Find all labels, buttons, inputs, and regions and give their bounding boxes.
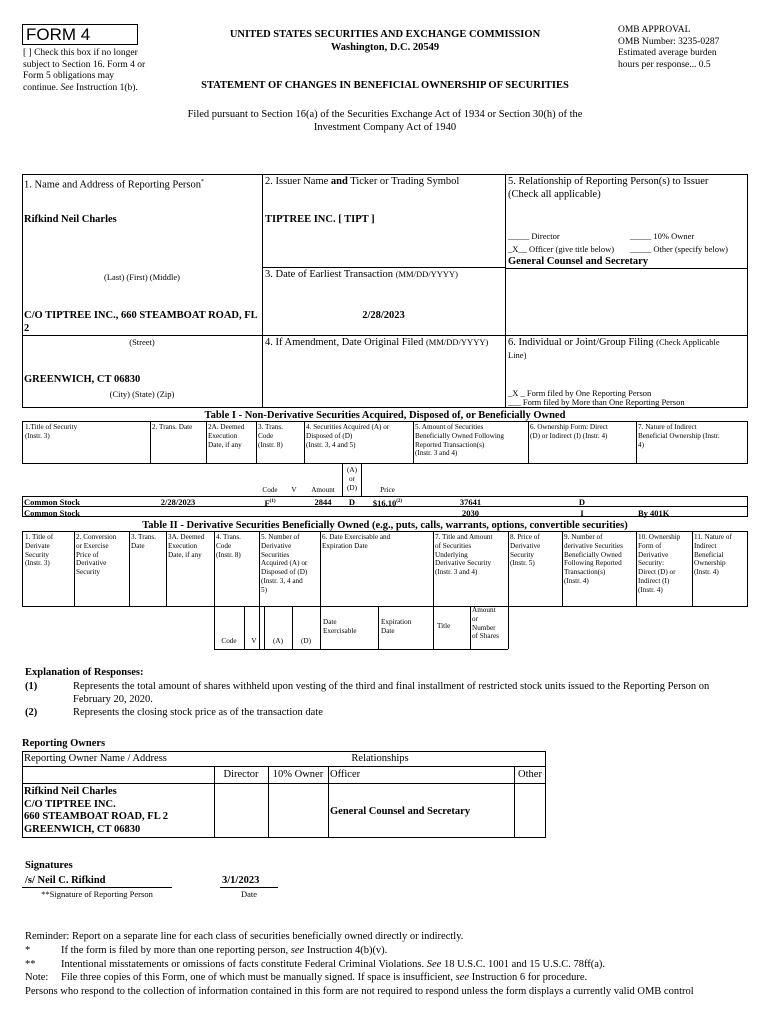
reporting-person-city: GREENWICH, CT 06830	[24, 374, 141, 385]
filing-multiple-persons: ___ Form filed by More than One Reporting Person	[508, 397, 685, 407]
t2-sub-code: Code	[221, 637, 237, 645]
signer-caption: **Signature of Reporting Person	[41, 889, 153, 899]
signatures-title: Signatures	[25, 860, 73, 871]
t2-h10: 10. Ownership Form of Derivative Security: Direct (D) or Indirect (I) (Instr. 4)	[638, 533, 681, 594]
t2-h8: 8. Price of Derivative Security (Instr. 5)	[510, 533, 541, 568]
box6-label: 6. Individual or Joint/Group Filing (Check Applicable Line)	[508, 337, 720, 360]
t1-h5: 5. Amount of Securities Beneficially Owned Following Reported Transaction(s) (Instr. 3 and 4)	[415, 423, 505, 458]
owners-title: Reporting Owners	[22, 738, 106, 749]
t1-row-security: Common Stock	[24, 508, 80, 518]
signature-date: 3/1/2023	[222, 875, 260, 886]
t2-h2: 2. Conversion or Exercise Price of Derivative Security	[76, 533, 117, 577]
t2-h7: 7. Title and Amount of Securities Underlying Derivative Security (Instr. 3 and 4)	[435, 533, 493, 577]
t1-row-price-note: (2)	[396, 499, 403, 504]
footnote-note: Note: File three copies of this Form, one of which must be manually signed. If space is insufficient, see Instruction 6 for procedure.	[25, 972, 588, 983]
explanation-title: Explanation of Responses:	[25, 667, 144, 678]
t2-sub-exp: Expiration Date	[381, 618, 412, 635]
t2-sub-a: (A)	[273, 637, 283, 645]
t1-sub-code: Code	[262, 486, 278, 494]
t1-h7: 7. Nature of Indirect Beneficial Ownership (Instr. 4)	[638, 423, 720, 449]
t1-row-code-note: (1)	[269, 499, 276, 504]
earliest-transaction-date: 2/28/2023	[362, 310, 405, 321]
t2-sub-d: (D)	[301, 637, 311, 645]
t2-sub-amount: Amount or Number of Shares	[472, 606, 499, 641]
relationship-ten-percent: _____ 10% Owner	[630, 231, 695, 241]
reminder: Reminder: Report on a separate line for each class of securities beneficially owned directly or indirectly.	[25, 931, 464, 942]
t1-h1: 1.Title of Security (Instr. 3)	[25, 423, 78, 440]
statement-title: STATEMENT OF CHANGES IN BENEFICIAL OWNERSHIP OF SECURITIES	[201, 80, 569, 91]
explanation-number: (2)	[25, 707, 38, 718]
t2-h1: 1. Title of Derivate Security (Instr. 3)	[25, 533, 54, 568]
owners-col-officer: Officer	[330, 769, 361, 780]
t1-row-owned: 2030	[462, 508, 479, 518]
t1-row-security: Common Stock	[24, 497, 80, 507]
t2-h5: 5. Number of Derivative Securities Acquired (A) or Disposed of (D) (Instr. 3, 4 and 5)	[261, 533, 308, 594]
signer-name: /s/ Neil C. Rifkind	[25, 875, 106, 886]
table2-title: Table II - Derivative Securities Beneficially Owned (e.g., puts, calls, warrants, options, convertible securities)	[142, 520, 628, 531]
form-title: FORM 4	[26, 25, 91, 44]
agency-name: UNITED STATES SECURITIES AND EXCHANGE COMMISSION	[229, 29, 541, 40]
relationship-other: _____ Other (specify below)	[630, 244, 728, 254]
t1-sub-aord: (A) or (D)	[347, 466, 357, 492]
t2-sub-v: V	[251, 637, 257, 645]
t1-row-code: $F^{(1)}$	[264, 497, 276, 508]
t1-row-form: D	[578, 497, 586, 507]
t1-row-form: I	[580, 508, 584, 518]
t1-row-amount: 2844	[314, 497, 332, 507]
omb-approval: OMB APPROVAL OMB Number: 3235-0287 Estimated average burden hours per response... 0.5	[618, 25, 720, 70]
owners-col-ten: 10% Owner	[272, 769, 324, 780]
t1-h4: 4. Securities Acquired (A) or Disposed of (D) (Instr. 3, 4 and 5)	[306, 423, 390, 449]
box1-label: 1. Name and Address of Reporting Person*	[24, 179, 205, 191]
agency-address: Washington, D.C. 20549	[330, 42, 440, 53]
street-caption: (Street)	[129, 337, 155, 347]
t1-row-date: 2/28/2023	[160, 497, 196, 507]
date-caption: Date	[240, 889, 258, 899]
explanation-text: Represents the closing stock price as of the transaction date	[73, 707, 323, 718]
owners-col-name: Reporting Owner Name / Address	[24, 753, 167, 764]
t2-h11: 11. Nature of Indirect Beneficial Ownership (Instr. 4)	[694, 533, 732, 577]
t1-h6: 6. Ownership Form: Direct (D) or Indirect (I) (Instr. 4)	[530, 423, 608, 440]
relationship-officer: _X__ Officer (give title below)	[508, 244, 615, 254]
owners-col-director: Director	[223, 769, 259, 780]
reporting-person-name: Rifkind Neil Charles	[24, 214, 117, 225]
box5-label: 5. Relationship of Reporting Person(s) to Issuer (Check all applicable)	[508, 176, 709, 200]
t2-h6: 6. Date Exercisable and Expiration Date	[322, 533, 391, 550]
boxes-frame	[22, 174, 748, 408]
owner-officer-title: General Counsel and Secretary	[330, 806, 471, 817]
check-box-text: [ ] Check this box if no longer subject to Section 16. Form 4 or Form 5 obligations may continue. See Instruction 1(b).	[23, 48, 146, 93]
reporting-person-street: C/O TIPTREE INC., 660 STEAMBOAT ROAD, FL 2	[24, 310, 258, 334]
t1-h2: 2. Trans. Date	[152, 423, 193, 431]
t2-h9: 9. Number of derivative Securities Beneficially Owned Following Reported Transaction(s) (Instr. 4)	[564, 533, 623, 585]
box3-label: 3. Date of Earliest Transaction (MM/DD/YYYY)	[265, 269, 458, 280]
t1-row-aord: D	[348, 497, 356, 507]
explanation-number: (1)	[25, 681, 38, 692]
t1-row-nature: By 401K	[638, 508, 670, 518]
t1-row-price: $16.10$^{(2)}$	[372, 497, 403, 508]
omb-notice: Persons who respond to the collection of information contained in this form are not required to respond unless the form displays a currently valid OMB control	[25, 986, 694, 997]
city-caption: (City) (State) (Zip)	[109, 389, 175, 399]
t2-h3a: 3A. Deemed Execution Date, if any	[168, 533, 205, 559]
box4-label: 4. If Amendment, Date Original Filed (MM/DD/YYYY)	[265, 337, 489, 348]
name-caption: (Last) (First) (Middle)	[103, 272, 180, 282]
t1-sub-v: V	[291, 486, 297, 494]
owners-col-relationships: Relationships	[351, 753, 409, 764]
footnote-double-star: ** Intentional misstatements or omissions of facts constitute Federal Criminal Violations. See 18 U.S.C. 1001 and 15 U.S.C. 78ff(a).	[25, 959, 606, 970]
t1-row-owned: 37641	[459, 497, 482, 507]
owners-col-other: Other	[518, 769, 542, 780]
owner-name-address: Rifkind Neil Charles C/O TIPTREE INC. 660 STEAMBOAT ROAD, FL 2 GREENWICH, CT 06830	[24, 786, 169, 835]
explanation-text: Represents the total amount of shares withheld upon vesting of the third and final installment of restricted stock units issued to the Reporting Person on February 20, 2020.	[73, 681, 710, 705]
t2-sub-title: Title	[437, 622, 451, 630]
relationship-director: _____ Director	[508, 231, 560, 241]
t1-sub-price: Price	[380, 486, 395, 494]
t1-h3: 3. Trans. Code (Instr. 8)	[258, 423, 283, 449]
t2-h4: 4. Trans. Code (Instr. 8)	[216, 533, 241, 559]
filing-one-person: _X _ Form filed by One Reporting Person	[508, 388, 652, 398]
box2-label: 2. Issuer Name and Ticker or Trading Symbol	[265, 176, 460, 187]
officer-title: General Counsel and Secretary	[508, 256, 649, 267]
t1-h2a: 2A. Deemed Execution Date, if any	[208, 423, 245, 449]
t1-sub-amount: Amount	[311, 486, 335, 494]
footnote-star: * If the form is filed by more than one reporting person, see Instruction 4(b)(v).	[25, 945, 388, 956]
table1-title: Table I - Non-Derivative Securities Acquired, Disposed of, or Beneficially Owned	[204, 410, 566, 421]
filed-pursuant: Filed pursuant to Section 16(a) of the Securities Exchange Act of 1934 or Section 30(h) of the Investment Company Act of 1940	[187, 109, 583, 133]
issuer-name: TIPTREE INC. [ TIPT ]	[265, 214, 375, 225]
t2-h3: 3. Trans. Date	[131, 533, 156, 550]
t2-sub-date-ex: Date Exercisable	[323, 618, 357, 635]
